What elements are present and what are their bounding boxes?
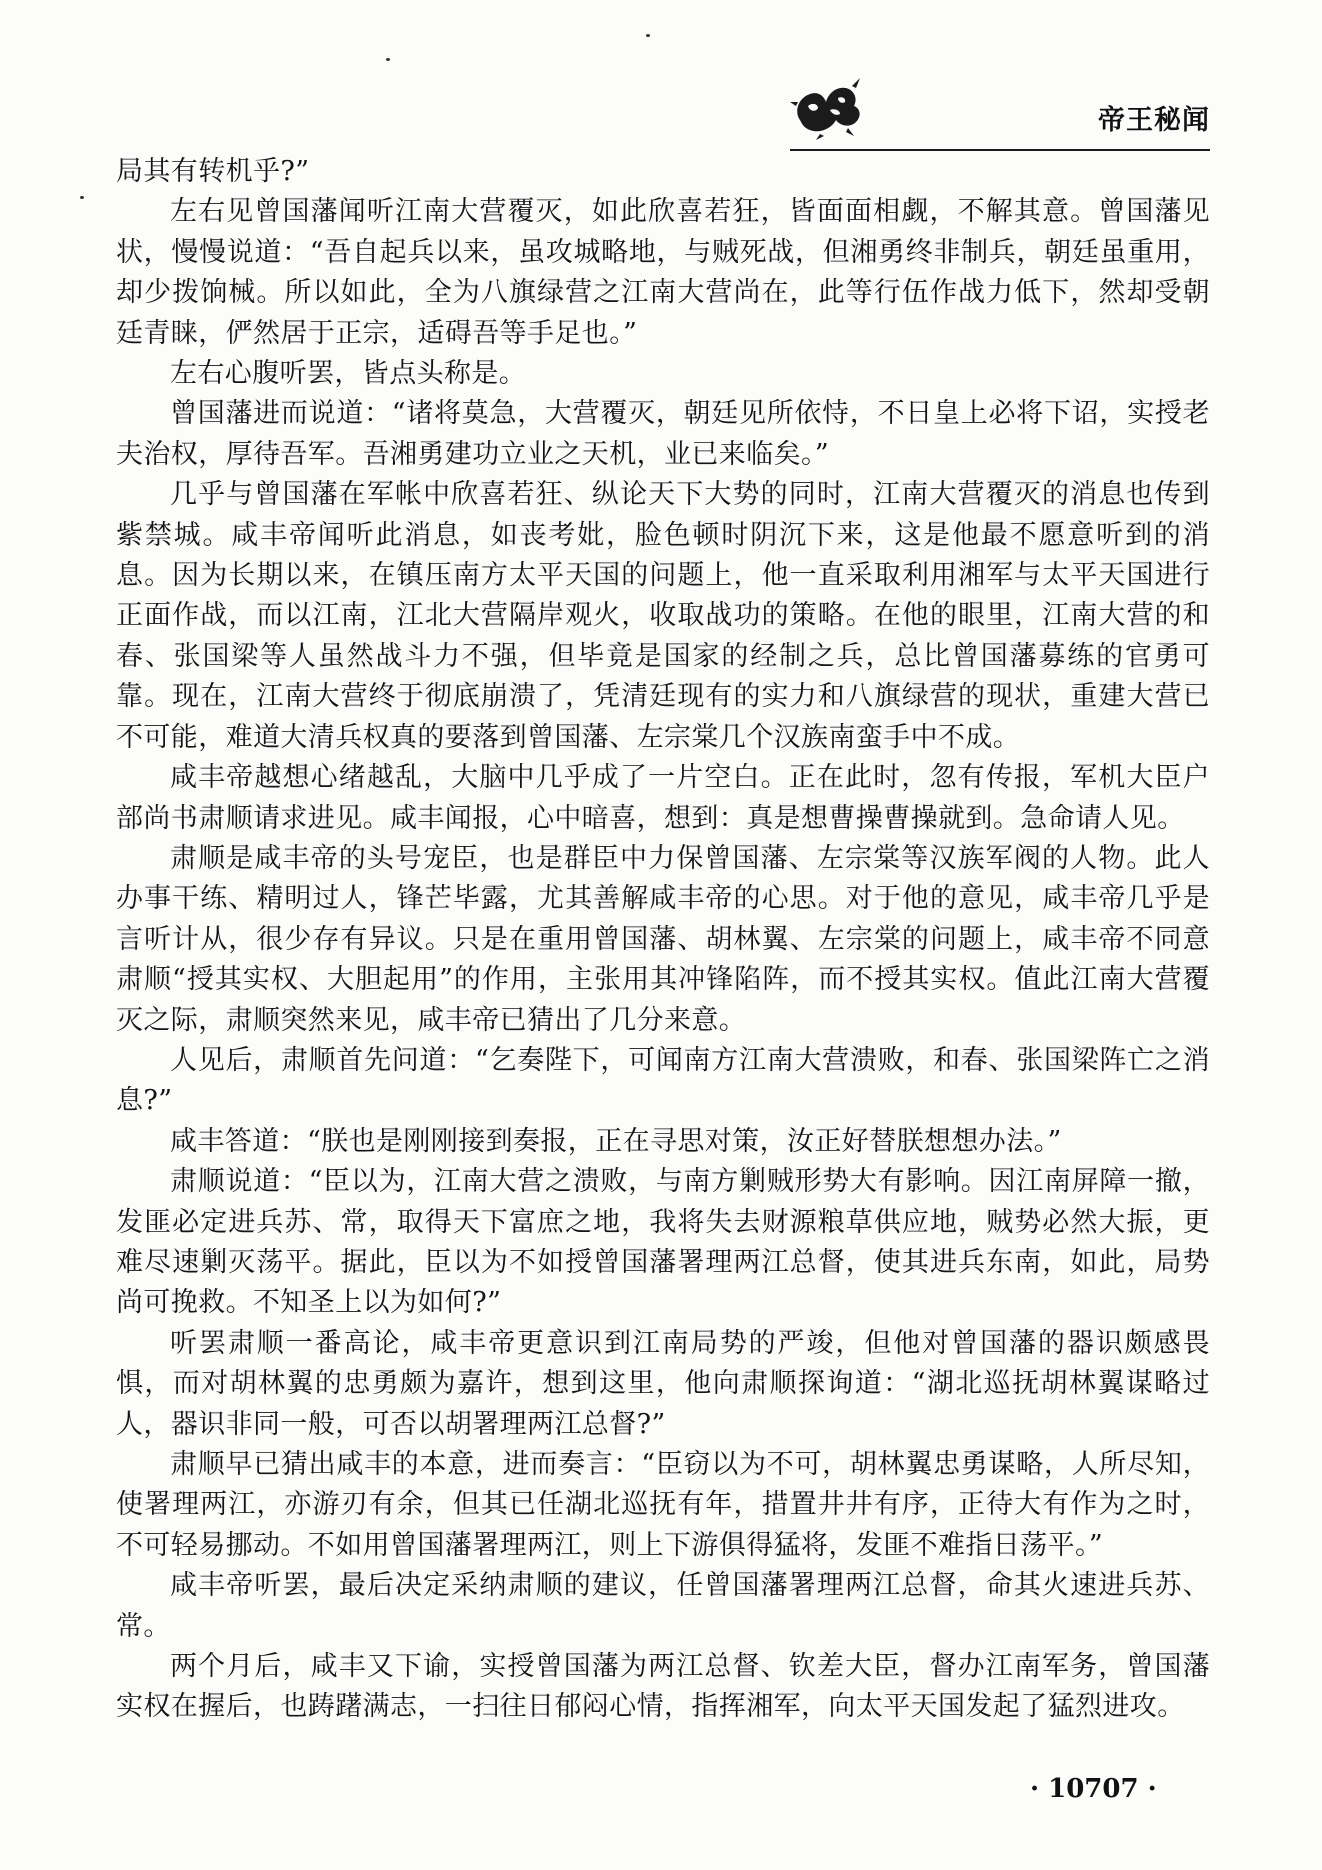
paragraph: 曾国藩进而说道：“诸将莫急，大营覆灭，朝廷见所依恃，不日皇上必将下诏，实授老夫治权，厚待吾军。吾湘勇建功立业之天机，业已来临矣。”: [116, 398, 1210, 470]
page-number: · 10707 ·: [1030, 1774, 1157, 1804]
paragraph: 几乎与曾国藩在军帐中欣喜若狂、纵论天下大势的同时，江南大营覆灭的消息也传到紫禁城。咸丰帝闻听此消息，如丧考妣，脸色顿时阴沉下来，这是他最不愿意听到的消息。因为长期以来，在镇压南方太平天国的问题上，他一直采取利用湘军与太平天国进行正面作战，而以江南，江北大营隔岸观火，收取战功的策略。在他的眼里，江南大营的和春、张国梁等人虽然战斗力不强，但毕竟是国家的经制之兵，总比曾国藩募练的官勇可靠。现在，江南大营终于彻底崩溃了，凭清廷现有的实力和八旗绿营的现状，重建大营已不可能，难道大清兵权真的要落到曾国藩、左宗棠几个汉族南蛮手中不成。: [116, 479, 1210, 753]
dragon-icon: [790, 76, 864, 140]
scan-speck: [80, 196, 84, 199]
paragraph: 咸丰帝听罢，最后决定采纳肃顺的建议，任曾国藩署理两江总督，命其火速进兵苏、常。: [116, 1570, 1210, 1642]
paragraph: 肃顺是咸丰帝的头号宠臣，也是群臣中力保曾国藩、左宗棠等汉族军阀的人物。此人办事干练、精明过人，锋芒毕露，尤其善解咸丰帝的心思。对于他的意见，咸丰帝几乎是言听计从，很少存有异议。只是在重用曾国藩、胡林翼、左宗棠的问题上，咸丰帝不同意肃顺“授其实权、大胆起用”的作用，主张用其冲锋陷阵，而不授其实权。值此江南大营覆灭之际，肃顺突然来见，咸丰帝已猜出了几分来意。: [116, 842, 1210, 1036]
running-title: 帝王秘闻: [1098, 105, 1210, 136]
paragraph: 咸丰帝越想心绪越乱，大脑中几乎成了一片空白。正在此时，忽有传报，军机大臣户部尚书肃顺请求进见。咸丰闻报，心中暗喜，想到：真是想曹操曹操就到。急命请人见。: [116, 762, 1210, 834]
paragraph: 咸丰答道：“朕也是刚刚接到奏报，正在寻思对策，汝正好替朕想想办法。”: [170, 1125, 1062, 1157]
paragraph: 肃顺早已猜出咸丰的本意，进而奏言：“臣窃以为不可，胡林翼忠勇谋略，人所尽知，使署理两江，亦游刃有余，但其已任湖北巡抚有年，措置井井有序，正待大有作为之时，不可轻易挪动。不如用曾国藩署理两江，则上下游俱得猛将，发匪不难指日荡平。”: [116, 1449, 1210, 1561]
header-rule: [790, 149, 1210, 151]
paragraph: 人见后，肃顺首先问道：“乞奏陛下，可闻南方江南大营溃败，和春、张国梁阵亡之消息?”: [116, 1044, 1210, 1117]
paragraph: 局其有转机乎?”: [116, 156, 310, 187]
scan-speck: [646, 34, 650, 37]
paragraph: 两个月后，咸丰又下谕，实授曾国藩为两江总督、钦差大臣，督办江南军务，曾国藩实权在握后，也踌躇满志，一扫往日郁闷心情，指挥湘军，向太平天国发起了猛烈进攻。: [116, 1651, 1210, 1723]
paragraph: 肃顺说道：“臣以为，江南大营之溃败，与南方剿贼形势大有影响。因江南屏障一撤，发匪必定进兵苏、常，取得天下富庶之地，我将失去财源粮草供应地，贼势必然大振，更难尽速剿灭荡平。据此，臣以为不如授曾国藩署理两江总督，使其进兵东南，如此，局势尚可挽救。不知圣上以为如何?”: [116, 1166, 1210, 1319]
paragraph: 左右心腹听罢，皆点头称是。: [170, 358, 527, 390]
page-header: [790, 70, 1210, 150]
scan-speck: [386, 58, 390, 61]
paragraph: 左右见曾国藩闻听江南大营覆灭，如此欣喜若狂，皆面面相觑，不解其意。曾国藩见状，慢慢说道：“吾自起兵以来，虽攻城略地，与贼死战，但湘勇终非制兵，朝廷虽重用，却少拨饷械。所以如此，全为八旗绿营之江南大营尚在，此等行伍作战力低下，然却受朝廷青睐，俨然居于正宗，适碍吾等手足也。”: [116, 196, 1210, 349]
paragraph: 听罢肃顺一番高论，咸丰帝更意识到江南局势的严竣，但他对曾国藩的器识颇感畏惧，而对胡林翼的忠勇颇为嘉许，想到这里，他向肃顺探询道：“湖北巡抚胡林翼谋略过人，器识非同一般，可否以胡署理两江总督?”: [116, 1327, 1210, 1440]
body-text: [116, 152, 1210, 1728]
